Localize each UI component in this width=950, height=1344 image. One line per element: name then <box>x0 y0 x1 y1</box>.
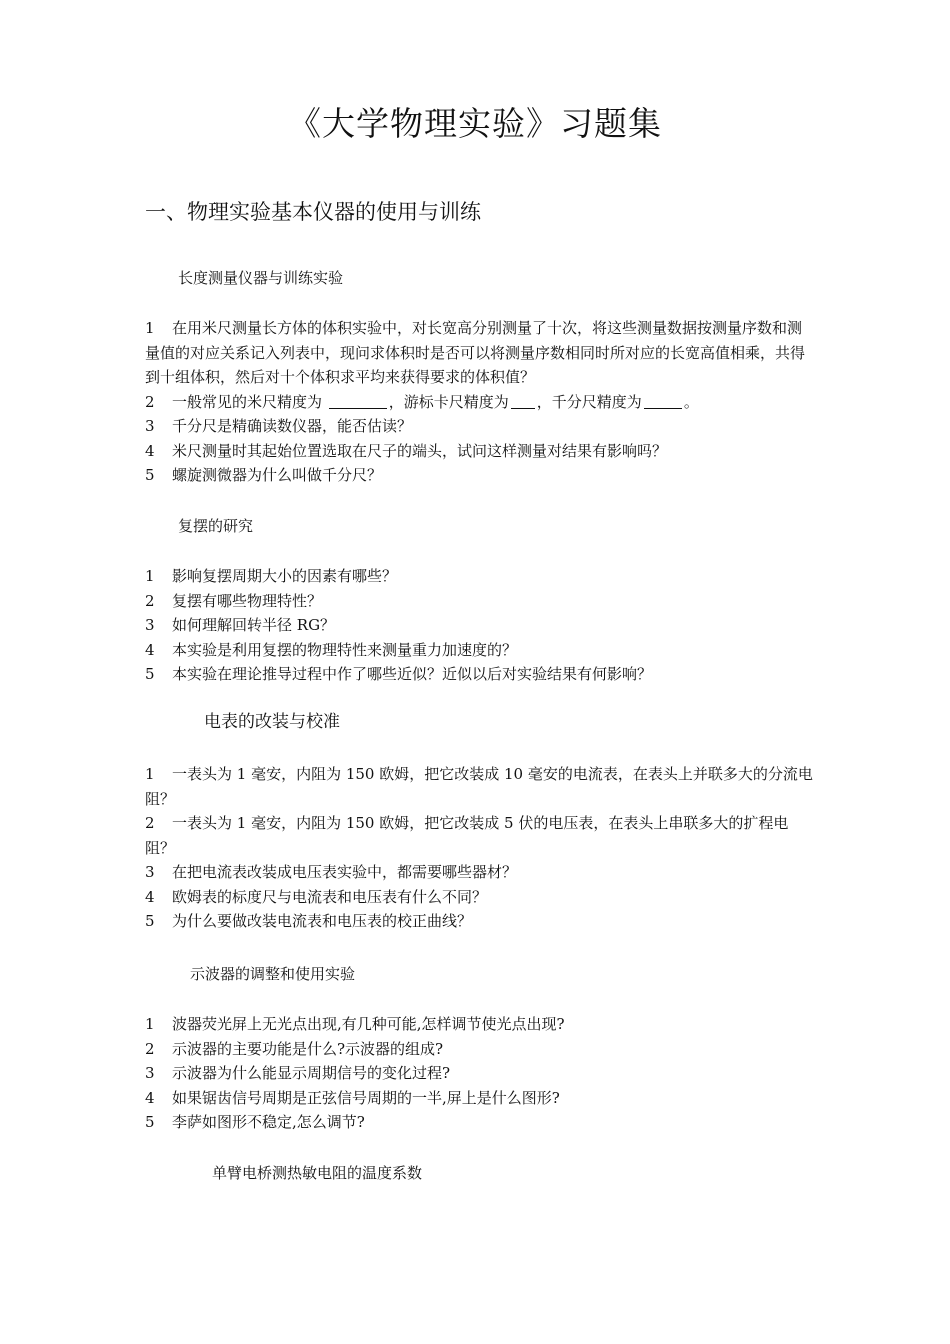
question-text: 示波器为什么能显示周期信号的变化过程? <box>172 1064 451 1082</box>
document-title: 《大学物理实验》习题集 <box>288 104 662 143</box>
question-number: 3 <box>145 616 155 634</box>
question-text: 米尺测量时其起始位置选取在尺子的端头，试问这样测量对结果有影响吗？ <box>172 441 668 460</box>
question-text-part: ，游标卡尺精度为 <box>388 392 509 411</box>
question-number: 3 <box>145 417 155 435</box>
question-item <box>145 564 815 589</box>
question-number: 2 <box>145 591 155 610</box>
question-item <box>145 414 815 439</box>
question-number: 2 <box>145 1039 155 1058</box>
question-item <box>145 762 815 811</box>
question-text: 一表头为 1 毫安，内阻为 150 欧姆，把它改装成 10 毫安的电流表，在表头上并联多大的分流电阻？ <box>145 765 813 808</box>
question-text: 欧姆表的标度尺与电流表和电压表有什么不同？ <box>172 887 488 906</box>
question-text: 在把电流表改装成电压表实验中，都需要哪些器材？ <box>172 863 518 881</box>
question-list-compound-pendulum <box>145 564 815 687</box>
question-item <box>145 316 815 390</box>
question-number: 2 <box>145 392 155 411</box>
question-number: 1 <box>145 319 155 337</box>
question-item <box>145 1037 815 1062</box>
question-number: 4 <box>145 441 155 460</box>
question-text: 为什么要做改装电流表和电压表的校正曲线？ <box>172 912 473 930</box>
question-text: 在用米尺测量长方体的体积实验中，对长宽高分别测量了十次，将这些测量数据按测量序数和测量值的对应关系记入列表中，现问求体积时是否可以将测量序数相同时所对应的长宽高值相乘，共得到十组体积，然后对十个体积求平均来获得要求的体积值？ <box>145 319 806 386</box>
question-item <box>145 811 815 860</box>
question-number: 1 <box>145 567 155 585</box>
question-number: 5 <box>145 665 155 683</box>
question-number: 5 <box>145 1113 155 1131</box>
chapter-heading: 一、物理实验基本仪器的使用与训练 <box>145 200 481 224</box>
question-item <box>145 638 815 663</box>
question-item <box>145 1110 815 1135</box>
fill-blank <box>511 392 535 409</box>
question-item <box>145 860 815 885</box>
question-item <box>145 1061 815 1086</box>
question-number: 2 <box>145 814 155 832</box>
section-heading-oscilloscope: 示波器的调整和使用实验 <box>190 965 356 983</box>
question-text: 本实验在理论推导过程中作了哪些近似？近似以后对实验结果有何影响？ <box>172 665 653 683</box>
question-item <box>145 662 815 687</box>
question-text: 螺旋测微器为什么叫做千分尺？ <box>172 466 383 484</box>
question-number: 4 <box>145 1088 155 1107</box>
question-number: 4 <box>145 887 155 906</box>
question-text: 复摆有哪些物理特性？ <box>172 591 323 610</box>
question-list-oscilloscope <box>145 1012 815 1135</box>
question-item <box>145 463 815 488</box>
question-text: 本实验是利用复摆的物理特性来测量重力加速度的？ <box>172 640 518 659</box>
question-text: 影响复摆周期大小的因素有哪些？ <box>172 567 398 585</box>
question-item <box>145 909 815 934</box>
question-text: 李萨如图形不稳定,怎么调节? <box>172 1113 365 1131</box>
question-number: 5 <box>145 912 155 930</box>
question-item <box>145 1012 815 1037</box>
question-item <box>145 613 815 638</box>
question-item <box>145 589 815 614</box>
question-text: 一表头为 1 毫安，内阻为 150 欧姆，把它改装成 5 伏的电压表，在表头上串联多大的扩程电阻？ <box>145 814 789 857</box>
question-number: 1 <box>145 765 155 783</box>
section-heading-length-measurement: 长度测量仪器与训练实验 <box>178 269 344 287</box>
section-heading-compound-pendulum: 复摆的研究 <box>178 517 254 535</box>
section-heading-meter-modification: 电表的改装与校准 <box>204 712 340 732</box>
question-number: 4 <box>145 640 155 659</box>
question-number: 5 <box>145 466 155 484</box>
fill-blank <box>644 392 682 409</box>
question-item <box>145 1086 815 1111</box>
question-list-meter-modification <box>145 762 815 934</box>
fill-blank <box>329 392 387 409</box>
question-text: 示波器的主要功能是什么?示波器的组成? <box>172 1039 444 1058</box>
question-number: 3 <box>145 1064 155 1082</box>
question-list-length-measurement <box>145 316 815 488</box>
question-item <box>145 390 815 415</box>
question-text: 波器荧光屏上无光点出现,有几种可能,怎样调节使光点出现? <box>172 1015 565 1033</box>
question-text-part: ，千分尺精度为 <box>536 392 642 411</box>
question-text-part: 。 <box>683 392 699 411</box>
question-text: 如何理解回转半径 RG？ <box>172 616 336 634</box>
question-text: 如果锯齿信号周期是正弦信号周期的一半,屏上是什么图形? <box>172 1088 560 1107</box>
question-text-part: 一般常见的米尺精度为 <box>172 392 327 411</box>
question-text: 千分尺是精确读数仪器，能否估读？ <box>172 417 413 435</box>
question-number: 1 <box>145 1015 155 1033</box>
section-heading-wheatstone-bridge: 单臂电桥测热敏电阻的温度系数 <box>212 1164 423 1182</box>
question-number: 3 <box>145 863 155 881</box>
question-item <box>145 885 815 910</box>
question-item <box>145 439 815 464</box>
